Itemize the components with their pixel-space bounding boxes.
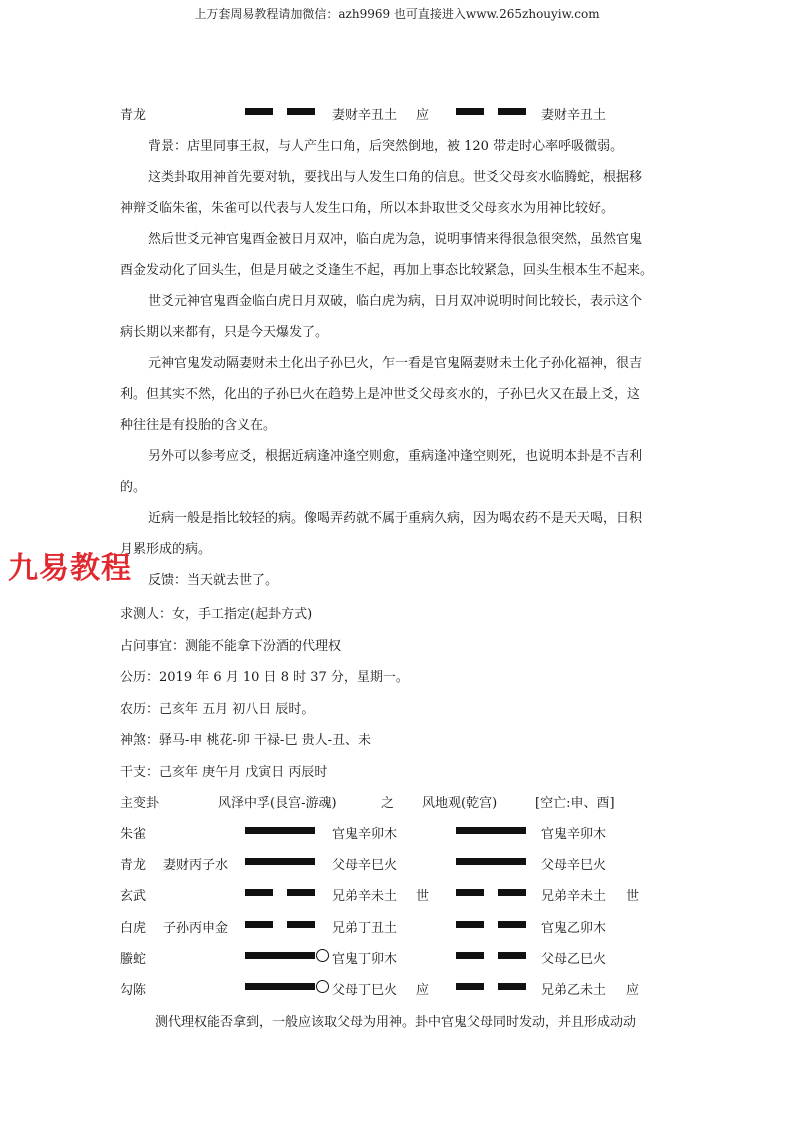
yin-line (245, 885, 315, 900)
yang-line (456, 854, 526, 869)
gua-main-name: 风泽中孚(艮宫-游魂) (218, 796, 337, 811)
six-god-label: 青龙 (120, 858, 147, 874)
watermark-logo: 九易教程 (8, 551, 132, 586)
yao-broken-left (245, 104, 315, 119)
yang-line (456, 823, 526, 838)
gua-row (0, 979, 794, 999)
paragraph-line: 背景：店里同事王叔，与人产生口角，后突然倒地，被 120 带走时心率呼吸微弱。 (148, 139, 624, 154)
shi-ying-mark: 应 (416, 983, 430, 998)
yao-broken-right (456, 104, 526, 119)
yao-text-left: 兄弟辛未土 (332, 889, 398, 905)
yang-line (245, 854, 315, 869)
gua-row (0, 854, 794, 874)
six-god-label: 白虎 (120, 920, 147, 936)
paragraph-line: 世爻元神官鬼酉金临白虎日月双破，临白虎为病，日月双冲说明时间比较长，表示这个 (148, 294, 643, 309)
six-god-label: 青龙 (120, 108, 147, 123)
paragraph-line: 的。 (120, 480, 147, 495)
paragraph-line: 另外可以参考应爻，根据近病逢冲逢空则愈，重病逢冲逢空则死，也说明本卦是不吉利 (148, 449, 643, 464)
yao-text-left: 官鬼辛卯木 (332, 827, 398, 842)
yao-text-right: 兄弟辛未土 (541, 889, 607, 905)
info-line: 占问事宜：测能不能拿下汾酒的代理权 (120, 638, 342, 654)
yao-text-right: 妻财辛丑土 (541, 108, 607, 123)
yao-text-right: 父母辛巳火 (541, 858, 607, 874)
yang-line (245, 823, 315, 838)
yao-text-left: 父母丁巳火 (332, 983, 398, 998)
yang-line (245, 979, 329, 994)
paragraph-line: 月累形成的病。 (120, 542, 212, 557)
yin-line (456, 885, 526, 900)
yin-line (245, 917, 315, 932)
yin-line (456, 948, 526, 963)
six-god-label: 朱雀 (120, 827, 147, 842)
moving-yao-mark (316, 980, 329, 993)
yao-text-left: 妻财辛丑土 (332, 108, 398, 123)
yao-text-left: 父母辛巳火 (332, 858, 398, 874)
info-line: 干支：己亥年 庚午月 戊寅日 丙辰时 (120, 764, 328, 780)
shi-ying-mark: 应 (626, 983, 640, 998)
gua-row (0, 885, 794, 905)
fu-shen-text: 妻财丙子水 (163, 858, 229, 874)
gua-row (0, 948, 794, 968)
info-line: 公历：2019 年 6 月 10 日 8 时 37 分，星期一。 (120, 670, 409, 685)
paragraph-line: 近病一般是指比较轻的病。像喝弄药就不属于重病久病，因为喝农药不是天天喝，日积 (148, 511, 643, 526)
yao-text-right: 兄弟乙未土 (541, 983, 607, 998)
six-god-label: 螣蛇 (120, 951, 147, 967)
info-line: 农历：己亥年 五月 初八日 辰时。 (120, 701, 315, 717)
info-line: 求测人：女，手工指定(起卦方式) (120, 607, 313, 622)
fu-shen-text: 子孙丙申金 (163, 920, 229, 936)
paragraph-line: 反馈：当天就去世了。 (148, 573, 279, 588)
paragraph-line: 神辩爻临朱雀，朱雀可以代表与人发生口角，所以本卦取世爻父母亥水为用神比较好。 (120, 201, 615, 216)
yao-text-left: 官鬼丁卯木 (332, 951, 398, 967)
yin-line (456, 979, 526, 994)
gua-change-name: 风地观(乾宫) (422, 796, 498, 811)
paragraph-line: 元神官鬼发动隔妻财未土化出子孙巳火，乍一看是官鬼隔妻财未土化子孙化福神，很吉 (148, 356, 643, 371)
yang-line (245, 948, 329, 963)
paragraph-line: 种往往是有投胎的含义在。 (120, 418, 277, 433)
paragraph-line: 利。但其实不然，化出的子孙巳火在趋势上是冲世爻父母亥水的，子孙巳火又在最上爻，这 (120, 387, 641, 402)
gua-zhi: 之 (381, 796, 395, 811)
yao-text-right: 官鬼辛卯木 (541, 827, 607, 842)
gua-kong-wang: [空亡:申、酉] (535, 796, 615, 811)
six-god-label: 勾陈 (120, 983, 147, 998)
moving-yao-mark (316, 949, 329, 962)
yin-line (456, 917, 526, 932)
gua-row (0, 917, 794, 937)
shi-ying-mark: 应 (416, 108, 430, 123)
six-god-label: 玄武 (120, 889, 147, 905)
paragraph-line: 然后世爻元神官鬼酉金被日月双冲，临白虎为急，说明事情来得很急很突然，虽然官鬼 (148, 232, 643, 247)
shi-ying-mark: 世 (416, 889, 430, 905)
shi-ying-mark: 世 (626, 889, 640, 905)
info-line: 神煞：驿马-申 桃花-卯 干禄-巳 贵人-丑、未 (120, 733, 371, 748)
paragraph-line: 这类卦取用神首先要对轨，要找出与人发生口角的信息。世爻父母亥水临腾蛇，根据移 (148, 170, 643, 185)
closing-paragraph: 测代理权能否拿到，一般应该取父母为用神。卦中官鬼父母同时发动，并且形成动动 (155, 1015, 637, 1030)
paragraph-line: 病长期以来都有，只是今天爆发了。 (120, 325, 329, 340)
yao-text-left: 兄弟丁丑土 (332, 920, 398, 936)
yao-text-right: 官鬼乙卯木 (541, 920, 607, 936)
yao-text-right: 父母乙巳火 (541, 951, 607, 967)
paragraph-line: 酉金发动化了回头生，但是月破之爻逢生不起，再加上事态比较紧急，回头生根本生不起来。 (120, 263, 654, 278)
gua-header-label: 主变卦 (120, 796, 160, 811)
page-header: 上万套周易教程请加微信：azh9969 也可直接进入www.265zhouyiw.com (194, 7, 600, 21)
gua-row (0, 823, 794, 843)
